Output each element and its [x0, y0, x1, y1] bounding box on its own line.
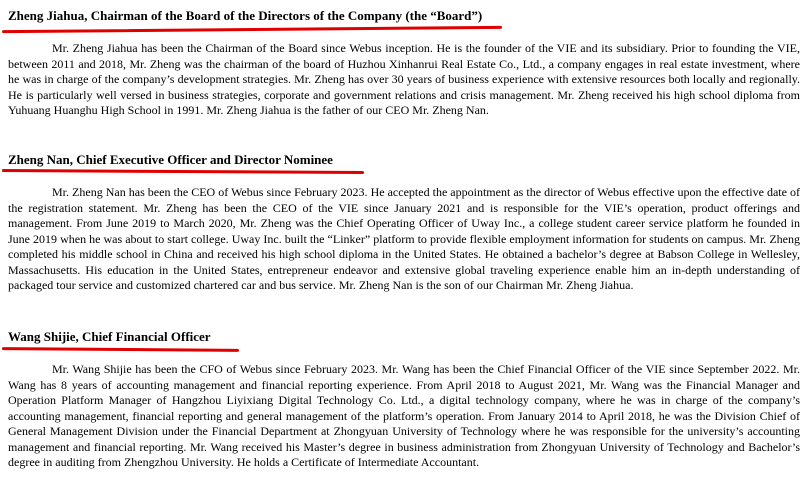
bio-paragraph: Mr. Zheng Jiahua has been the Chairman of the Board since Webus inception. He is the founder of the VIE and its subsidiary. Prior to founding the VIE, between 2011 and 2018, Mr. Zheng was the chairman of the board of Huzhou Xinhanrui Real Estate Co., Ltd., a company engages in real estate investment, where he was in charge of the company’s development strategies. Mr. Zheng has over 30 years of business experience with extensive resources both locally and regionally. He is particularly well versed in business strategies, corporate and government relations and crisis management. Mr. Zheng received his high school diploma from Yuhuang Huanghu High School in 1991. Mr. Zheng Jiahua is the father of our CEO Mr. Zheng Nan.	[8, 41, 800, 117]
section-heading	[8, 152, 800, 168]
section-heading	[8, 8, 800, 24]
section-heading	[8, 329, 800, 345]
bio-paragraph: Mr. Zheng Nan has been the CEO of Webus since February 2023. He accepted the appointment as the director of Webus effective upon the effective date of the registration statement. Mr. Zheng has been the CEO of the VIE since January 2021 and is responsible for the VIE’s operation, product offerings and management. From June 2019 to March 2020, Mr. Zheng was the Chief Operating Officer of Uway Inc., a college student career service platform he founded in June 2019 when he was about to start college. Uway Inc. built the “Linker” platform to provide flexible employment information for students on campus. Mr. Zheng completed his middle school in China and received his high school diploma in the United States. He obtained a bachelor’s degree at Babson College in Wellesley, Massachusetts. His education in the United States, entrepreneur endeavor and extensive global traveling experience enable him an in-depth understanding of packaged tour service and customized chartered car and bus service. Mr. Zheng Nan is the son of our Chairman Mr. Zheng Jiahua.	[8, 185, 800, 292]
heading-text: Wang Shijie, Chief Financial Officer	[8, 329, 211, 344]
bio-section-ceo	[8, 152, 800, 294]
heading-text: Zheng Nan, Chief Executive Officer and Director Nominee	[8, 152, 333, 167]
heading-text: Zheng Jiahua, Chairman of the Board of the Directors of the Company (the “Board”)	[8, 8, 483, 23]
red-underline-annotation	[2, 347, 239, 352]
red-underline-annotation	[2, 169, 364, 174]
bio-section-chairman	[8, 8, 800, 119]
bio-section-cfo	[8, 329, 800, 471]
bio-paragraph: Mr. Wang Shijie has been the CFO of Webus since February 2023. Mr. Wang has been the Chief Financial Officer of the VIE since September 2022. Mr. Wang has 8 years of accounting management and financial reporting experience. From April 2018 to August 2021, Mr. Wang was the Financial Manager and Operation Platform Manager of Hangzhou Liyixiang Digital Technology Co. Ltd., a digital technology company, where he was in charge of the company’s accounting management, financial reporting and general management of the platform’s operation. From January 2014 to April 2018, he was the Division Chief of General Management Division under the Financial Department at Zhongyuan University of Technology where he was responsible for the university’s accounting management and financial reporting. Mr. Wang received his Master’s degree in business administration from Zhongyuan University of Technology and Bachelor’s degree in auditing from Zhengzhou University. He holds a Certificate of Intermediate Accountant.	[8, 362, 800, 469]
red-underline-annotation	[2, 26, 502, 33]
